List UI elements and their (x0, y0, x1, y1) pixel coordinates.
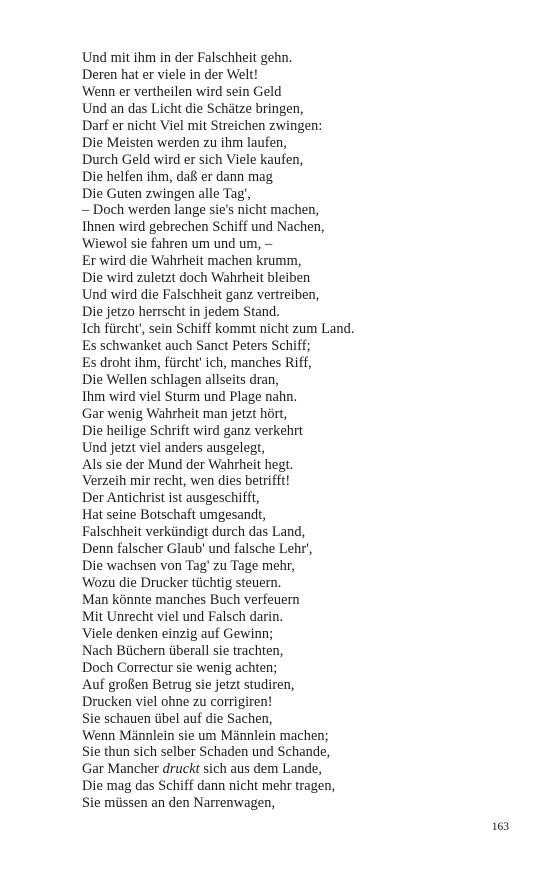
emphasized-word: druckt (162, 761, 200, 778)
poem-line: Es schwanket auch Sanct Peters Schiff; (82, 337, 311, 354)
poem-line: Durch Geld wird er sich Viele kaufen, (82, 151, 304, 168)
poem-line: Und mit ihm in der Falschheit gehn. (82, 50, 293, 66)
poem-line: Und an das Licht die Schätze bringen, (82, 100, 304, 117)
poem-line: Die helfen ihm, daß er dann mag (82, 168, 273, 185)
poem-line: Wenn er vertheilen wird sein Geld (82, 83, 282, 100)
poem-line: Denn falscher Glaub' und falsche Lehr', (82, 541, 313, 558)
poem-line: Sie müssen an den Narrenwagen, (82, 795, 276, 812)
poem-line: Und jetzt viel anders ausgelegt, (82, 439, 266, 456)
poem-line: Man könnte manches Buch verfeuern (82, 592, 300, 608)
poem-line: Er wird die Wahrheit machen krumm, (82, 253, 302, 270)
poem-line: Deren hat er viele in der Welt! (82, 66, 259, 83)
poem-line: Nach Büchern überall sie trachten, (82, 642, 284, 659)
poem-line: Sie schauen übel auf die Sachen, (82, 710, 273, 727)
poem-line: Es droht ihm, fürcht' ich, manches Riff, (82, 354, 312, 371)
poem-line: Der Antichrist ist ausgeschifft, (82, 490, 260, 507)
poem-line-italic-word (82, 761, 355, 778)
poem-line: Die Guten zwingen alle Tag', (82, 185, 251, 202)
poem-line: Ich fürcht', sein Schiff kommt nicht zum Land. (82, 321, 355, 337)
poem-line: Gar wenig Wahrheit man jetzt hört, (82, 405, 288, 422)
poem-line: Die heilige Schrift wird ganz verkehrt (82, 422, 303, 439)
poem-line: Die jetzo herrscht in jedem Stand. (82, 304, 280, 321)
poem-line-end: sich aus dem Lande, (199, 761, 323, 778)
poem-line: Verzeih mir recht, wen dies betrifft! (82, 473, 291, 490)
poem-line: Sie thun sich selber Schaden und Schande, (82, 744, 331, 761)
poem-line: Wenn Männlein sie um Männlein machen; (82, 727, 329, 744)
poem-line: Die wachsen von Tag' zu Tage mehr, (82, 558, 295, 575)
poem-line: Die Wellen schlagen allseits dran, (82, 371, 279, 388)
poem-text (82, 50, 355, 812)
page-number: 163 (491, 821, 509, 833)
poem-line: Die Meisten werden zu ihm laufen, (82, 134, 287, 151)
poem-line: Auf großen Betrug sie jetzt studiren, (82, 676, 295, 693)
poem-line: Die wird zuletzt doch Wahrheit bleiben (82, 270, 311, 287)
poem-line: Als sie der Mund der Wahrheit hegt. (82, 456, 294, 473)
poem-line: – Doch werden lange sie's nicht machen, (82, 202, 320, 219)
poem-line: Die mag das Schiff dann nicht mehr tragen, (82, 778, 336, 795)
poem-line: Und wird die Falschheit ganz vertreiben, (82, 287, 320, 304)
poem-line: Drucken viel ohne zu corrigiren! (82, 693, 273, 710)
poem-line: Ihm wird viel Sturm und Plage nahn. (82, 388, 298, 405)
poem-line: Doch Correctur sie wenig achten; (82, 659, 278, 676)
poem-line: Wiewol sie fahren um und um, – (82, 236, 273, 253)
poem-line: Ihnen wird gebrechen Schiff und Nachen, (82, 219, 325, 236)
poem-line: Darf er nicht Viel mit Streichen zwingen: (82, 117, 323, 134)
poem-line: Hat seine Botschaft umgesandt, (82, 507, 267, 524)
poem-line: Mit Unrecht viel und Falsch darin. (82, 608, 284, 625)
poem-line-start: Gar Mancher (82, 761, 163, 778)
poem-line: Falschheit verkündigt durch das Land, (82, 524, 306, 541)
poem-line: Wozu die Drucker tüchtig steuern. (82, 575, 282, 592)
poem-line: Viele denken einzig auf Gewinn; (82, 625, 274, 642)
